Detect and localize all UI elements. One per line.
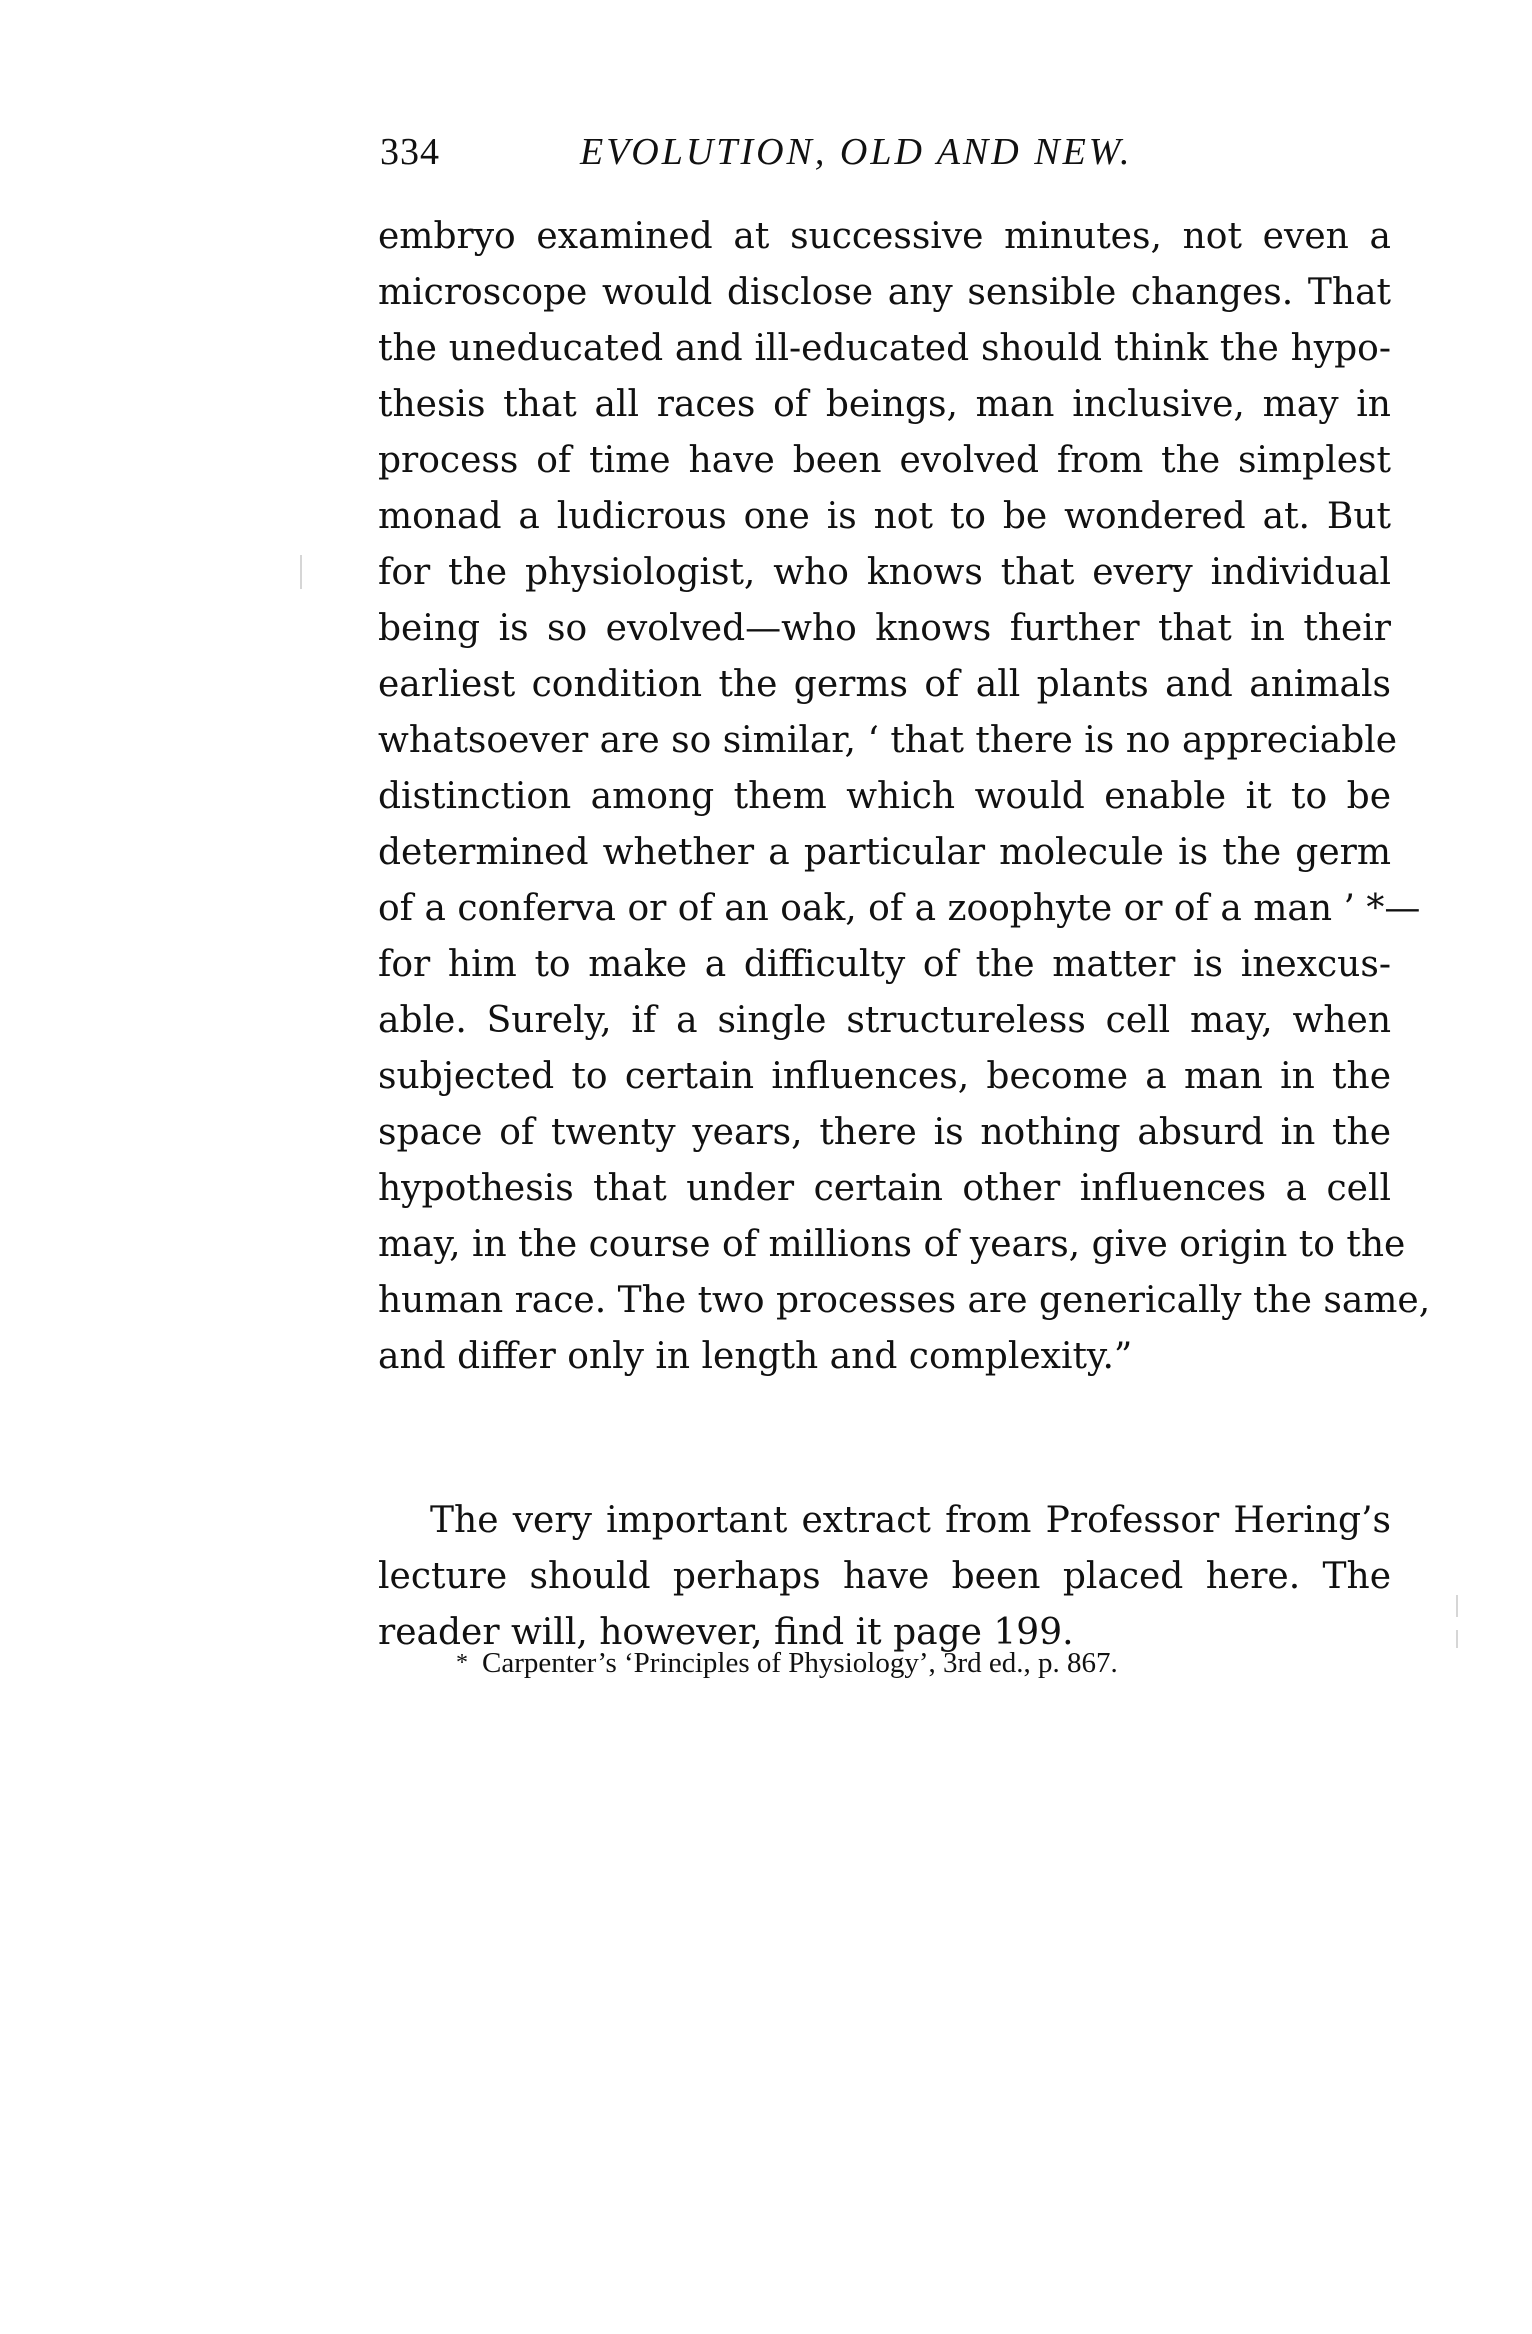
text-line: for him to make a difficulty of the matter is inexcus- xyxy=(378,944,1391,985)
text-line: microscope would disclose any sensible changes. That xyxy=(378,272,1391,313)
text-line: embryo examined at successive minutes, not even a xyxy=(378,216,1391,257)
footnote xyxy=(456,1643,1118,1683)
text-line: distinction among them which would enable it to be xyxy=(378,776,1391,817)
page-number: 334 xyxy=(380,131,440,173)
text-line: may, in the course of millions of years, give origin to the xyxy=(378,1224,1406,1265)
paragraph-quotation xyxy=(378,209,1431,1385)
text-line: being is so evolved—who knows further that in their xyxy=(378,608,1391,649)
text-line: monad a ludicrous one is not to be wondered at. But xyxy=(378,496,1391,537)
footnote-mark: * xyxy=(456,1650,468,1676)
running-head xyxy=(380,128,1390,188)
text-line: thesis that all races of beings, man inclusive, may in xyxy=(378,384,1391,425)
paragraph-note xyxy=(378,1493,1391,1661)
body-text xyxy=(378,209,1431,1661)
footnote-text: Carpenter’s ‘Principles of Physiology’, 3rd ed., p. 867. xyxy=(482,1647,1118,1679)
text-line: human race. The two processes are generically the same, xyxy=(378,1280,1431,1321)
margin-speck xyxy=(1456,1630,1458,1648)
text-line: The very important extract from Professor Hering’s xyxy=(430,1500,1391,1541)
text-line: reader will, however, find it page 199. xyxy=(378,1612,1074,1653)
text-line: subjected to certain influences, become a man in the xyxy=(378,1056,1391,1097)
text-line: the uneducated and ill-educated should think the hypo- xyxy=(378,328,1391,369)
text-line: able. Surely, if a single structureless cell may, when xyxy=(378,1000,1391,1041)
text-line: hypothesis that under certain other influences a cell xyxy=(378,1168,1391,1209)
text-line: and differ only in length and complexity.” xyxy=(378,1336,1133,1377)
text-line: lecture should perhaps have been placed here. The xyxy=(378,1556,1391,1597)
text-line: process of time have been evolved from the simplest xyxy=(378,440,1391,481)
margin-speck xyxy=(300,555,302,589)
text-line: of a conferva or of an oak, of a zoophyte or of a man ’ *— xyxy=(378,888,1421,929)
text-line: for the physiologist, who knows that every individual xyxy=(378,552,1391,593)
text-line: determined whether a particular molecule is the germ xyxy=(378,832,1391,873)
margin-speck xyxy=(1456,1595,1458,1617)
running-title: EVOLUTION, OLD AND NEW. xyxy=(580,131,1133,173)
text-line: whatsoever are so similar, ‘ that there is no appreciable xyxy=(378,720,1398,761)
text-line: space of twenty years, there is nothing absurd in the xyxy=(378,1112,1391,1153)
paragraph-gap xyxy=(378,1385,1391,1493)
text-line: earliest condition the germs of all plants and animals xyxy=(378,664,1391,705)
